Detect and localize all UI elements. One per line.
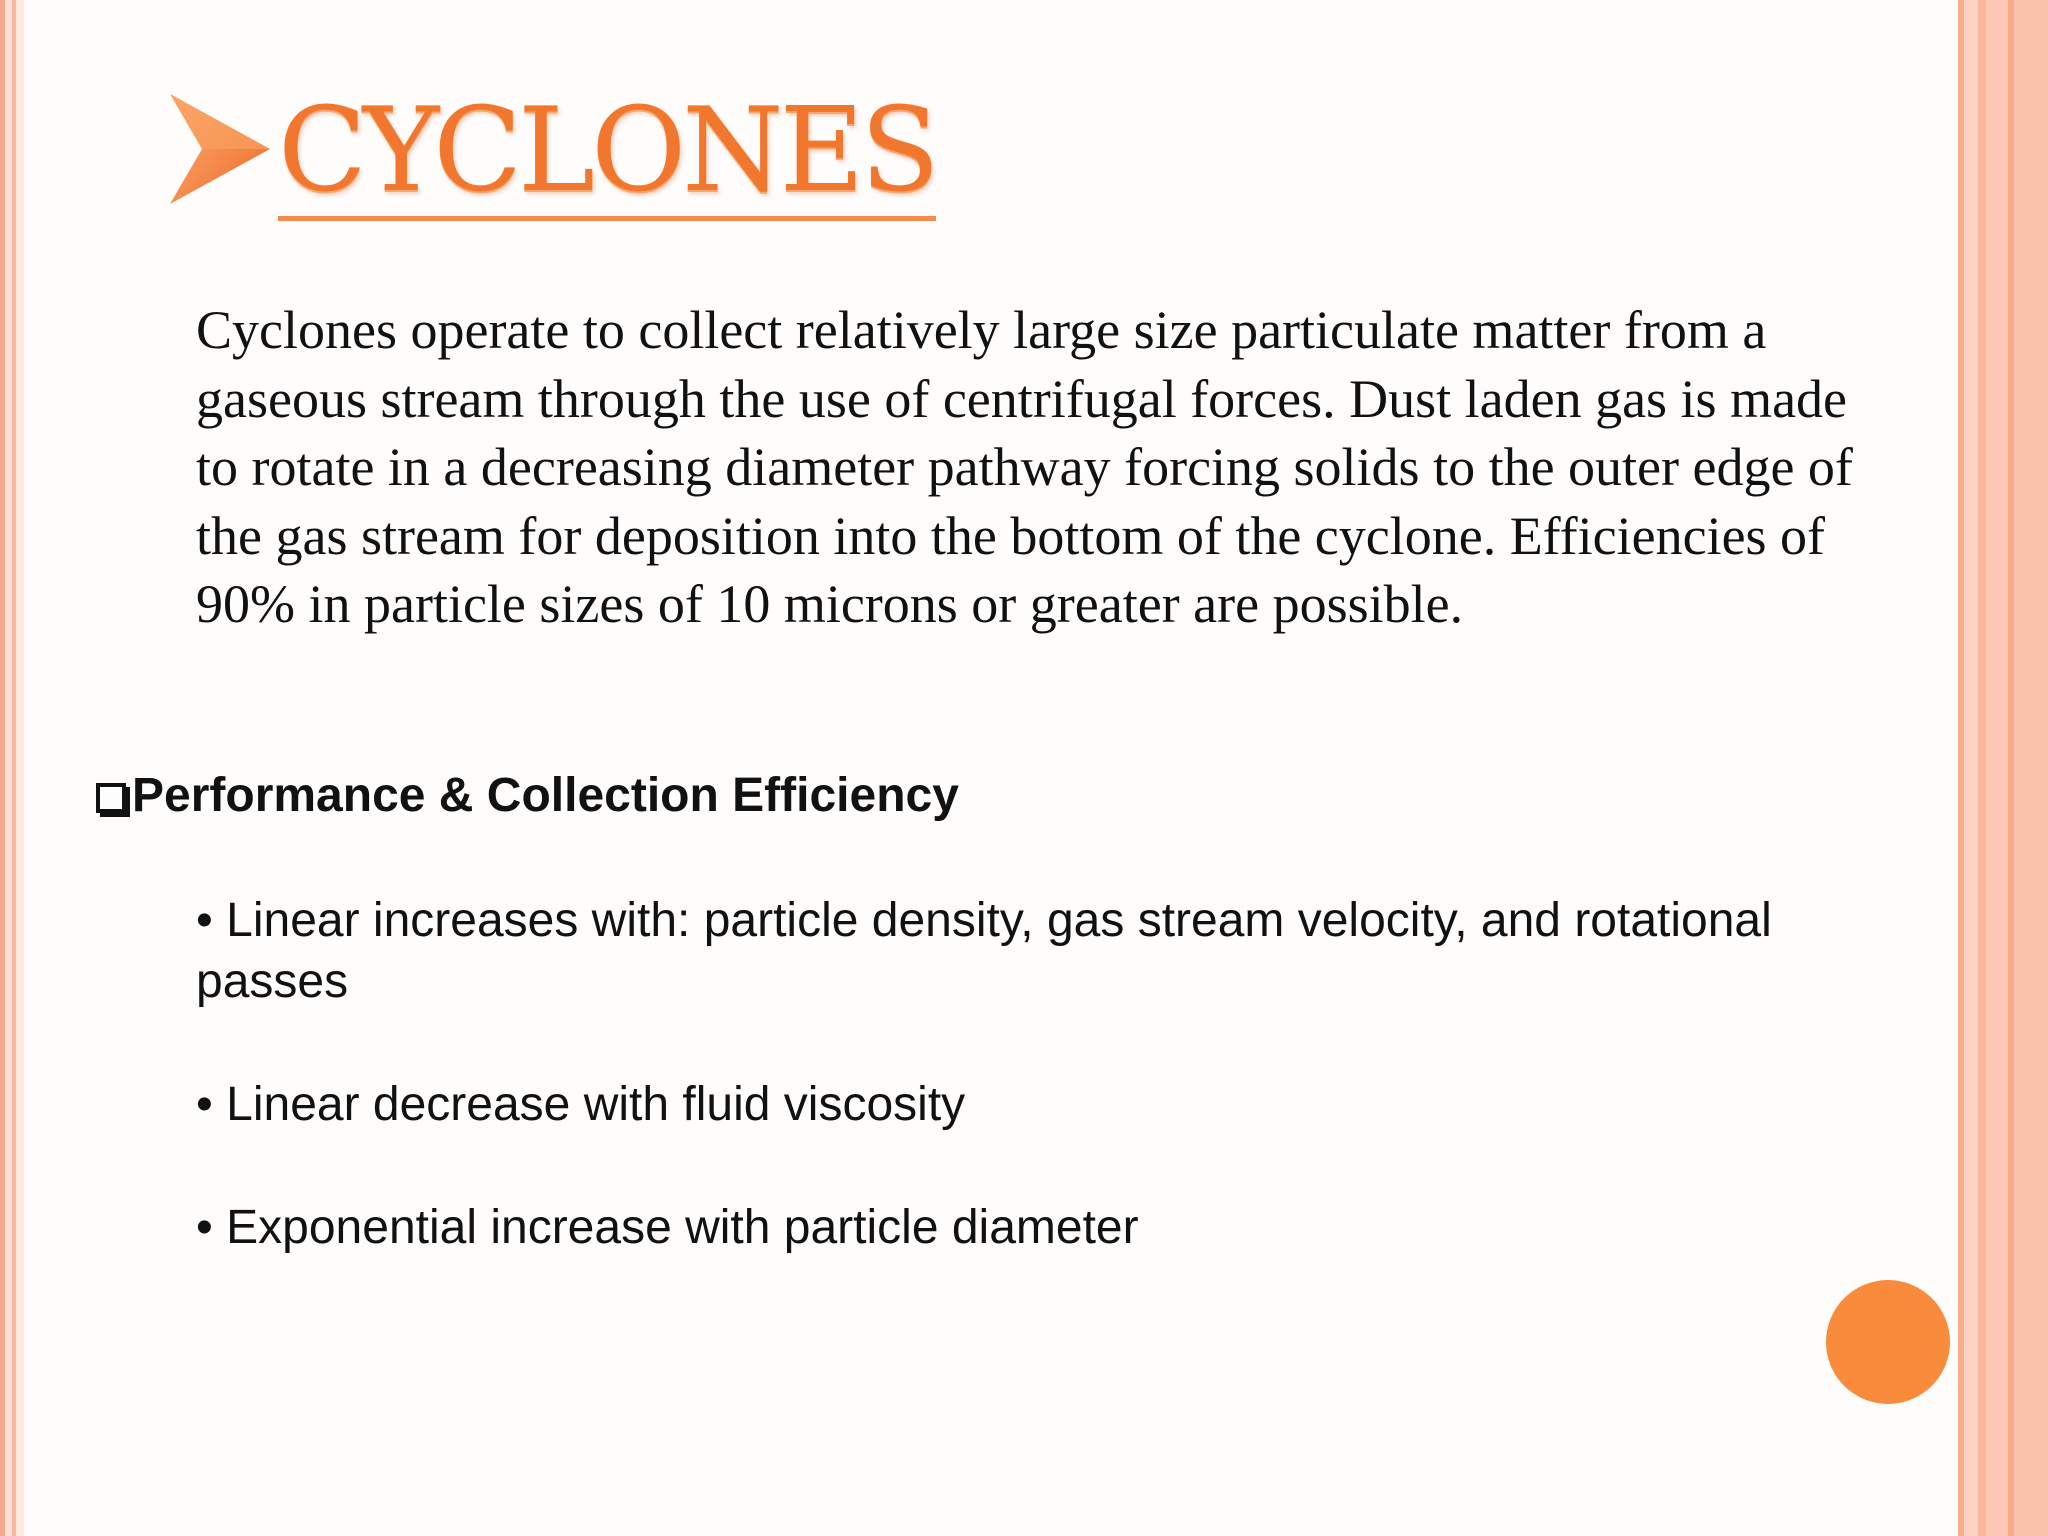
right-border-stripe [1978, 0, 1986, 1536]
right-border-stripe [1986, 0, 2008, 1536]
right-border-stripe [1964, 0, 1978, 1536]
body-paragraph: Cyclones operate to collect relatively large size particulate matter from a gaseous stream through the use of centrifugal forces. Dust laden gas is made to rotate in a decreasing diameter pathway forcing solids to the outer edge of the gas stream for deposition into the bottom of the cyclone. Efficiencies of 90% in particle sizes of 10 microns or greater are possible. [196, 300, 1853, 634]
bullet-item: • Exponential increase with particle diameter [196, 1201, 1139, 1254]
left-border-stripe [16, 0, 24, 1536]
section-heading-text: Performance & Collection Efficiency [132, 769, 959, 822]
bullet-item: • Linear increases with: particle density, gas stream velocity, and rotational passes [196, 894, 1772, 1008]
section-heading [96, 766, 959, 826]
title-text: CYCLONES [278, 86, 936, 221]
arrow-bullet-icon [168, 92, 272, 206]
left-border-stripe [5, 0, 12, 1536]
right-border-stripe [2014, 0, 2048, 1536]
bullet-item: • Linear decrease with fluid viscosity [196, 1078, 966, 1131]
checkbox-bullet-icon [96, 783, 126, 813]
decorative-circle [1826, 1280, 1950, 1404]
